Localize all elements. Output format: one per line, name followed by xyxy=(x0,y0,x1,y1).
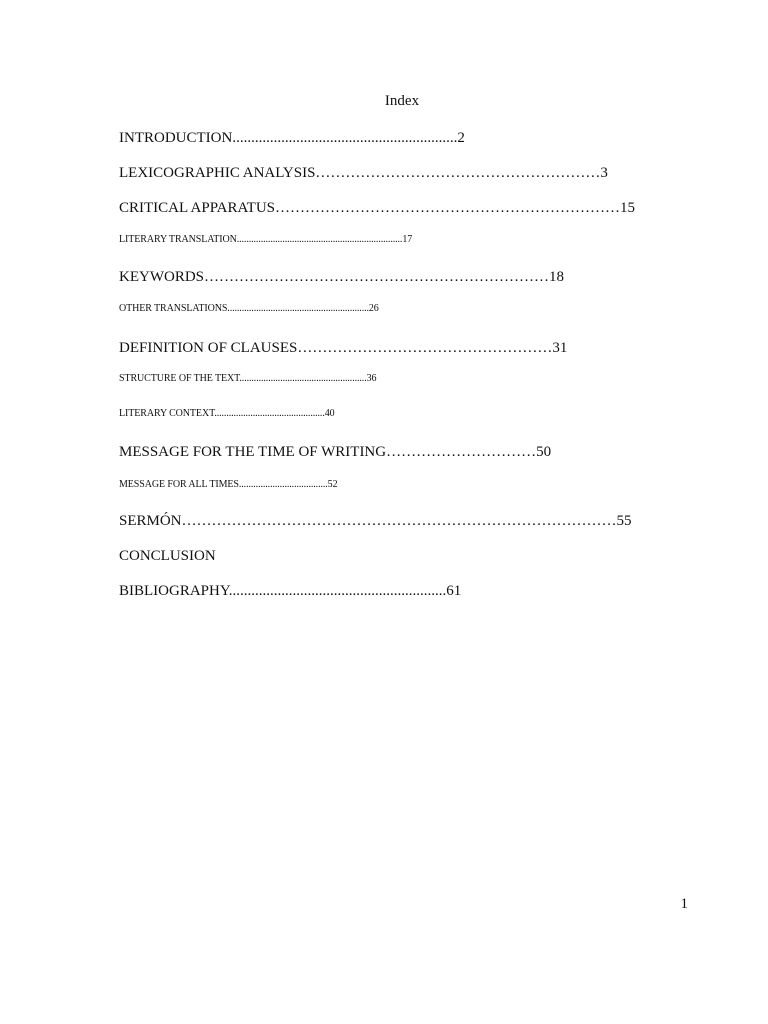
page-title: Index xyxy=(384,93,420,109)
toc-entry-introduction: INTRODUCTION............................................................2 xyxy=(119,130,465,146)
toc-entry-conclusion: CONCLUSION xyxy=(119,548,216,564)
toc-entry-keywords: KEYWORDS……………………………………………………………18 xyxy=(119,269,564,285)
toc-entry-literary-context: LITERARY CONTEXT..............................................40 xyxy=(119,408,335,419)
toc-entry-critical-apparatus: CRITICAL APPARATUS……………………………………………………………15 xyxy=(119,200,636,216)
toc-entry-structure-of-the-text: STRUCTURE OF THE TEXT.....................................................36 xyxy=(119,373,377,384)
page-number: 1 xyxy=(680,896,688,912)
toc-entry-definition-of-clauses: DEFINITION OF CLAUSES……………………………………………31 xyxy=(119,340,568,356)
toc-entry-other-translations: OTHER TRANSLATIONS...........................................................26 xyxy=(119,303,379,314)
toc-entry-literary-translation: LITERARY TRANSLATION.....................................................................17 xyxy=(119,234,413,245)
toc-entry-message-for-time-of-writing: MESSAGE FOR THE TIME OF WRITING…………………………50 xyxy=(119,444,552,460)
toc-entry-lexicographic-analysis: LEXICOGRAPHIC ANALYSIS…………………………………………………3 xyxy=(119,165,608,181)
toc-entry-bibliography: BIBLIOGRAPHY..........................................................61 xyxy=(119,583,462,599)
toc-entry-sermon: SERMÓN……………………………………………………………………………55 xyxy=(119,513,632,529)
toc-entry-message-for-all-times: MESSAGE FOR ALL TIMES.....................................52 xyxy=(119,479,338,490)
